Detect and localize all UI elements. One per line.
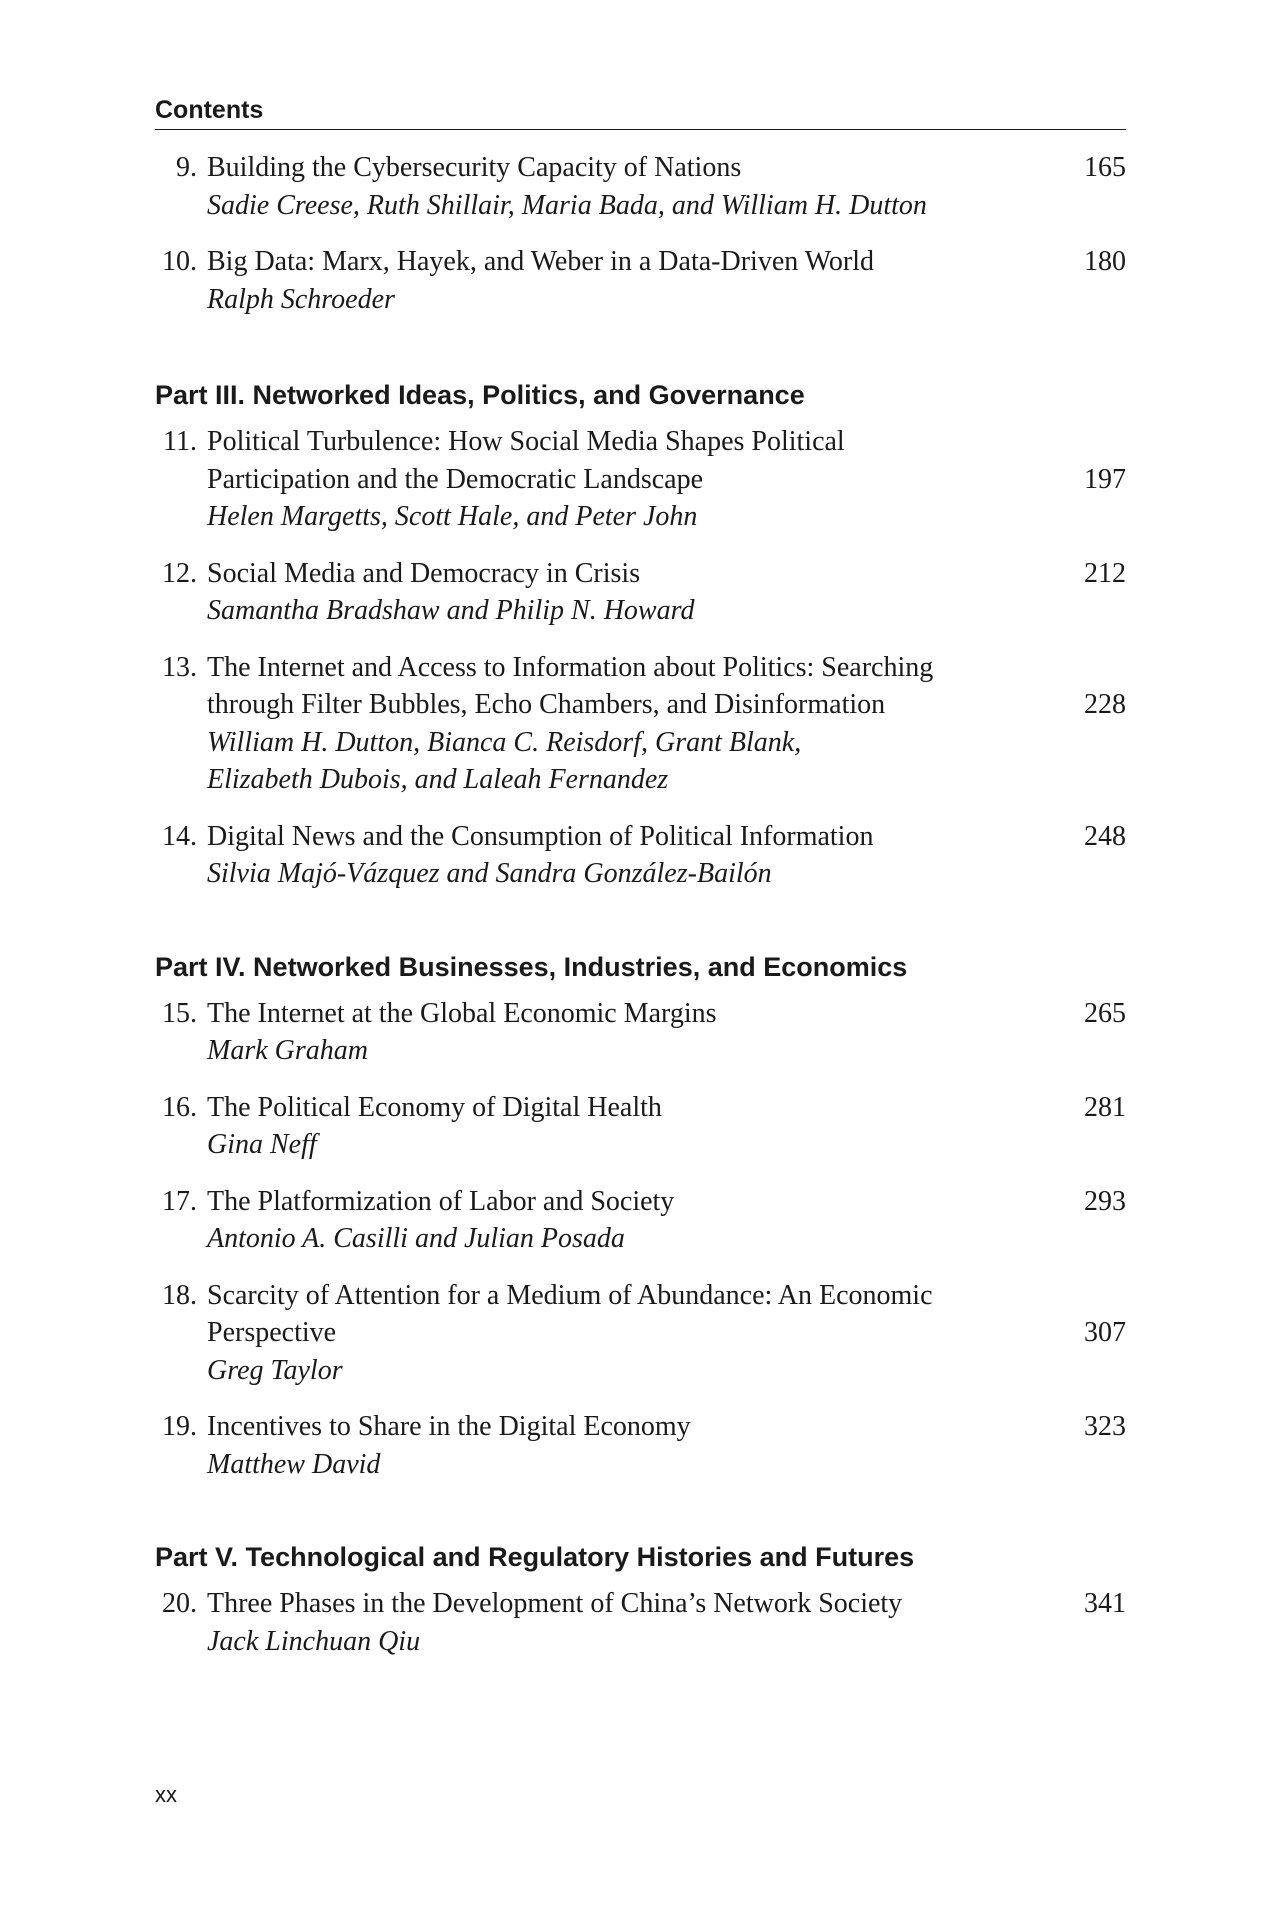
toc-entry — [155, 649, 1126, 799]
toc-entry — [155, 1183, 1126, 1258]
chapter-number: 13. — [162, 651, 197, 683]
page-number: 265 — [1084, 997, 1126, 1029]
page-number: 165 — [1084, 152, 1126, 183]
page-col — [1056, 1408, 1126, 1483]
chapter-title: Building the Cybersecurity Capacity of Nations — [207, 152, 742, 183]
contents-page — [155, 95, 1126, 1660]
chapter-body — [207, 1089, 1056, 1164]
toc-entry — [155, 243, 1126, 318]
chapter-number: 18. — [162, 1279, 197, 1311]
page-number: 197 — [1084, 463, 1126, 495]
chapter-title: Scarcity of Attention for a Medium of Abundance: An Economic — [207, 1279, 933, 1311]
toc-entry — [155, 555, 1126, 630]
chapter-number: 11. — [163, 426, 197, 457]
chapter-title: Incentives to Share in the Digital Economy — [207, 1411, 691, 1442]
part-heading: Part V. Technological and Regulatory Histories and Futures — [155, 1542, 915, 1572]
page-number: 180 — [1084, 246, 1126, 277]
running-head: Contents — [155, 95, 1126, 130]
chapter-body — [207, 1183, 1056, 1258]
page-number: 293 — [1084, 1185, 1126, 1217]
chapter-authors: Antonio A. Casilli and Julian Posada — [207, 1223, 625, 1254]
chapter-title: The Internet and Access to Information about Politics: Searching — [207, 651, 934, 683]
page-col — [1056, 243, 1126, 318]
toc-entry — [155, 995, 1126, 1070]
chapter-authors: Mark Graham — [207, 1035, 368, 1066]
page-number: 323 — [1084, 1411, 1126, 1442]
chapter-number: 12. — [162, 557, 197, 589]
chapter-authors: Samantha Bradshaw and Philip N. Howard — [207, 595, 695, 626]
page-number: 281 — [1084, 1091, 1126, 1123]
chapter-number: 19. — [162, 1411, 197, 1442]
chapter-number: 14. — [162, 820, 197, 852]
chapter-title: Social Media and Democracy in Crisis — [207, 557, 641, 589]
toc-entry — [155, 423, 1126, 536]
toc-entry — [155, 1585, 1126, 1660]
chapter-authors: Gina Neff — [207, 1129, 317, 1160]
chapter-title: Big Data: Marx, Hayek, and Weber in a Data-Driven World — [207, 246, 875, 277]
chapter-authors: William H. Dutton, Bianca C. Reisdorf, Grant Blank, — [207, 726, 802, 758]
part-heading: Part III. Networked Ideas, Politics, and Governance — [155, 380, 805, 410]
page-col — [1056, 1277, 1126, 1390]
page-col — [1056, 1585, 1126, 1660]
toc-entry — [155, 1089, 1126, 1164]
page-folio: xx — [155, 1782, 177, 1807]
page-col — [1056, 818, 1126, 893]
chapter-title: Three Phases in the Development of China’s Network Society — [207, 1588, 903, 1619]
chapter-authors: Sadie Creese, Ruth Shillair, Maria Bada, and William H. Dutton — [207, 189, 927, 221]
page-col — [1056, 649, 1126, 799]
chapter-body — [207, 649, 1056, 799]
chapter-number: 9. — [176, 152, 197, 183]
chapter-title: Political Turbulence: How Social Media Shapes Political — [207, 426, 845, 457]
chapter-number: 17. — [162, 1185, 197, 1217]
page-number: 341 — [1084, 1588, 1126, 1619]
chapter-body — [207, 1277, 1056, 1390]
page-col — [1056, 423, 1126, 536]
chapter-authors: Helen Margetts, Scott Hale, and Peter John — [207, 501, 698, 532]
chapter-number: 20. — [162, 1588, 197, 1619]
chapter-body — [207, 149, 1056, 224]
chapter-title-line2: Perspective — [207, 1317, 337, 1348]
chapter-number: 10. — [162, 246, 197, 277]
page-number: 212 — [1084, 557, 1126, 589]
chapter-authors: Jack Linchuan Qiu — [207, 1625, 421, 1657]
chapter-authors: Ralph Schroeder — [207, 283, 395, 315]
chapter-title: The Platformization of Labor and Society — [207, 1185, 675, 1217]
chapter-authors: Greg Taylor — [207, 1354, 343, 1386]
toc-entries — [155, 149, 1126, 1660]
page-number: 248 — [1084, 820, 1126, 852]
toc-entry — [155, 818, 1126, 893]
chapter-authors: Matthew David — [207, 1448, 381, 1480]
page-col — [1056, 1183, 1126, 1258]
chapter-number: 15. — [162, 997, 197, 1029]
chapter-authors-line2: Elizabeth Dubois, and Laleah Fernandez — [207, 764, 669, 795]
page-col — [1056, 995, 1126, 1070]
chapter-title: Digital News and the Consumption of Political Information — [207, 820, 874, 852]
chapter-title-line2: Participation and the Democratic Landscape — [207, 463, 704, 495]
page-col — [1056, 1089, 1126, 1164]
chapter-number: 16. — [162, 1091, 197, 1123]
toc-entry — [155, 1408, 1126, 1483]
toc-entry — [155, 1277, 1126, 1390]
chapter-body — [207, 1585, 1056, 1660]
chapter-body — [207, 555, 1056, 630]
page-number: 307 — [1084, 1317, 1126, 1348]
chapter-title: The Political Economy of Digital Health — [207, 1091, 662, 1123]
chapter-body — [207, 243, 1056, 318]
toc-entry — [155, 149, 1126, 224]
chapter-body — [207, 423, 1056, 536]
chapter-title: The Internet at the Global Economic Margins — [207, 997, 717, 1029]
chapter-title-line2: through Filter Bubbles, Echo Chambers, and Disinformation — [207, 689, 886, 720]
page-col — [1056, 149, 1126, 224]
chapter-body — [207, 995, 1056, 1070]
page-number: 228 — [1084, 689, 1126, 720]
part-heading: Part IV. Networked Businesses, Industries, and Economics — [155, 951, 908, 982]
chapter-authors: Silvia Majó-Vázquez and Sandra González-Bailón — [207, 858, 772, 889]
chapter-body — [207, 1408, 1056, 1483]
chapter-body — [207, 818, 1056, 893]
page-col — [1056, 555, 1126, 630]
